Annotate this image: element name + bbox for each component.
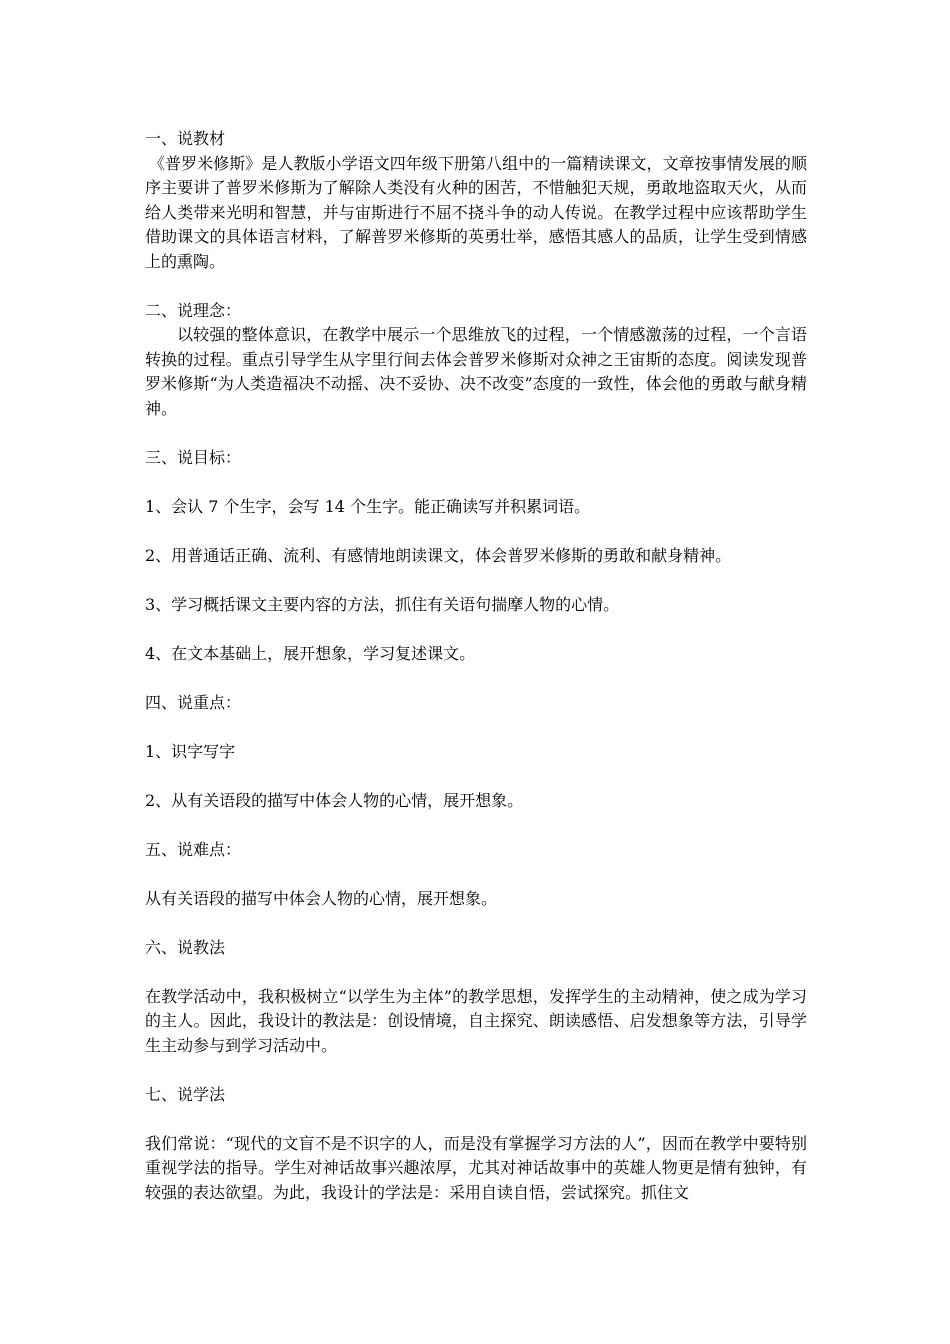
document-page bbox=[145, 127, 807, 1205]
section-6-heading: 六、说教法 bbox=[145, 937, 226, 957]
section-7-body: 我们常说：“现代的文盲不是不识字的人，而是没有掌握学习方法的人”，因而在教学中要特别重视学法的指导。学生对神话故事兴趣浓厚，尤其对神话故事中的英雄人物更是情有独钟，有较强的表达欲望。为此，我设计的学法是：采用自读自悟，尝试探究。抓住文 bbox=[145, 1133, 807, 1202]
section-3-heading: 三、说目标： bbox=[145, 447, 242, 467]
goal-item-2: 2、用普通话正确、流利、有感情地朗读课文，体会普罗米修斯的勇敢和献身精神。 bbox=[145, 545, 732, 565]
goal-item-3: 3、学习概括课文主要内容的方法，抓住有关语句揣摩人物的心情。 bbox=[145, 594, 620, 614]
section-5-body: 从有关语段的描写中体会人物的心情，展开想象。 bbox=[145, 888, 498, 908]
section-1-body: 《普罗米修斯》是人教版小学语文四年级下册第八组中的一篇精读课文，文章按事情发展的顺序主要讲了普罗米修斯为了解除人类没有火种的困苦，不惜触犯天规，勇敢地盗取天火，从而给人类带来光明和智慧，并与宙斯进行不屈不挠斗争的动人传说。在教学过程中应该帮助学生借助课文的具体语言材料，了解普罗米修斯的英勇壮举，感悟其感人的品质，让学生受到情感上的熏陶。 bbox=[145, 153, 807, 271]
section-7-heading: 七、说学法 bbox=[145, 1084, 226, 1104]
section-5-heading: 五、说难点： bbox=[145, 839, 242, 859]
section-2-body: 以较强的整体意识，在教学中展示一个思维放飞的过程，一个情感激荡的过程，一个言语转换的过程。重点引导学生从字里行间去体会普罗米修斯对众神之王宙斯的态度。阅读发现普罗米修斯“为人类造福决不动摇、决不妥协、决不改变”态度的一致性，体会他的勇敢与献身精神。 bbox=[145, 325, 807, 418]
section-4-heading: 四、说重点： bbox=[145, 692, 242, 712]
section-2-heading: 二、说理念： bbox=[145, 300, 242, 320]
goal-item-4: 4、在文本基础上，展开想象，学习复述课文。 bbox=[145, 643, 476, 663]
section-1-heading: 一、说教材 bbox=[145, 129, 226, 148]
section-6-body: 在教学活动中，我积极树立“以学生为主体”的教学思想，发挥学生的主动精神，使之成为学习的主人。因此，我设计的教法是：创设情境，自主探究、朗读感悟、启发想象等方法，引导学生主动参与到学习活动中。 bbox=[145, 986, 807, 1055]
goal-item-1: 1、会认 7 个生字，会写 14 个生字。能正确读写并积累词语。 bbox=[145, 496, 591, 516]
key-point-item-2: 2、从有关语段的描写中体会人物的心情，展开想象。 bbox=[145, 790, 524, 810]
key-point-item-1: 1、识字写字 bbox=[145, 741, 236, 761]
